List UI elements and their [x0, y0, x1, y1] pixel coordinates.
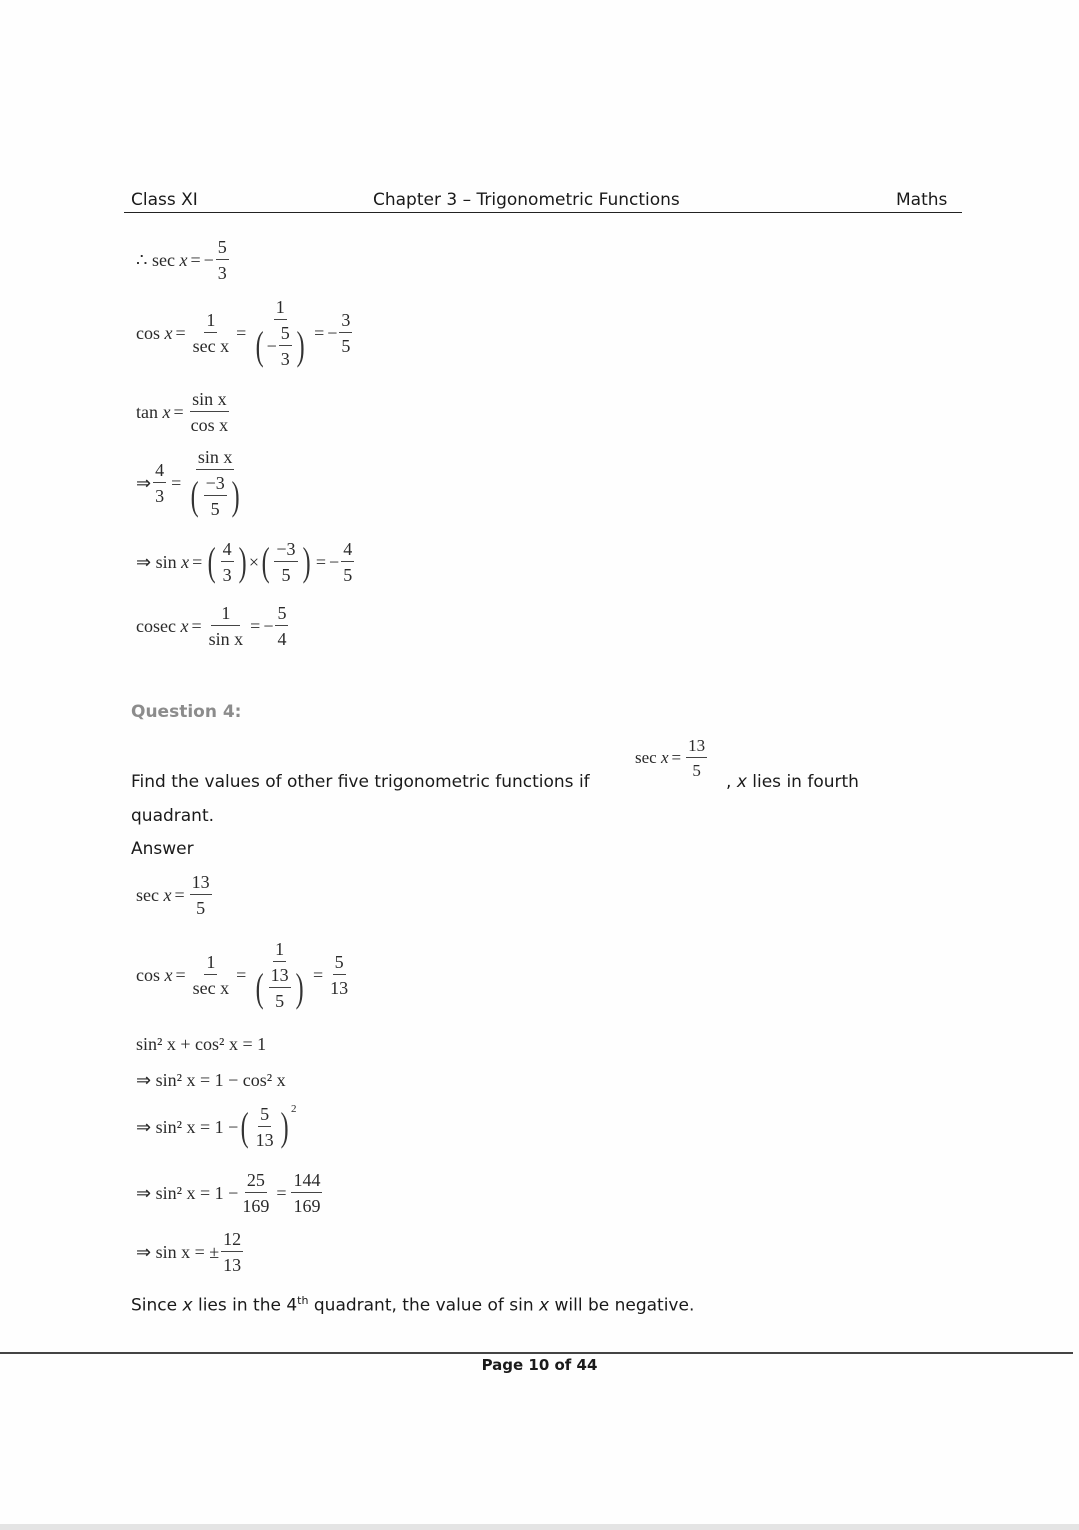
numerator: 144	[291, 1171, 322, 1193]
denominator: 13	[223, 1255, 242, 1275]
denominator: 5	[196, 898, 206, 918]
math-step2	[136, 1105, 296, 1149]
math-step4	[136, 1230, 245, 1274]
fraction	[275, 604, 288, 648]
denominator: sec x	[192, 978, 230, 998]
denominator: sec x	[192, 336, 230, 356]
math-cos-line-q4: cos x = $\frac{1}{\text{sec x}}$ = 1 ( $\frac{13}{5}$ ) = $\frac{5}{13}$	[136, 939, 349, 1011]
numerator: 13	[190, 873, 212, 895]
math-var: x	[181, 551, 190, 572]
numerator: 1	[273, 940, 286, 962]
math-tan-line	[136, 390, 232, 434]
math-op: =	[173, 401, 184, 422]
numerator: −3	[204, 474, 227, 496]
fraction	[339, 311, 352, 355]
denominator: ( $\frac{13}{5}$ )	[255, 965, 304, 1011]
question-inline-math: sec x = $\frac{13}{5}$	[635, 736, 706, 780]
math-op: =	[314, 322, 325, 343]
fraction	[190, 873, 212, 917]
math-text: cos	[136, 322, 160, 343]
question-text-line2: quadrant.	[131, 806, 215, 826]
times-icon: ×	[248, 551, 260, 572]
implies-icon: ⇒	[136, 472, 152, 493]
denominator: ( $\frac{-3}{5}$ )	[190, 473, 240, 519]
math-text: sin² x = 1 −	[155, 1182, 239, 1203]
fraction	[191, 953, 231, 997]
math-var: x	[164, 322, 173, 343]
math-text: ∴ sec	[136, 249, 175, 270]
fraction	[189, 390, 231, 434]
denominator: 5	[281, 565, 291, 585]
denominator: 3	[280, 349, 290, 369]
math-op: =	[190, 249, 201, 270]
denominator: 5	[341, 336, 351, 356]
math-text: sin	[155, 551, 177, 572]
fraction	[207, 604, 246, 648]
paren-group: ( $\frac{-3}{5}$ )	[261, 539, 311, 585]
math-op: =	[236, 322, 247, 343]
header-class: Class XI	[131, 190, 198, 210]
math-var: x	[539, 1295, 550, 1316]
numerator: 4	[153, 461, 166, 483]
math-var: x	[164, 964, 173, 985]
header-chapter-title: Chapter 3 – Trigonometric Functions	[373, 190, 680, 210]
math-sec-line	[136, 238, 231, 282]
question-title: Question 4:	[131, 702, 242, 722]
math-tan-sub-line	[136, 448, 246, 518]
implies-icon: ⇒	[136, 551, 152, 572]
math-sign: −	[266, 336, 277, 356]
fraction	[251, 298, 309, 368]
header-subject: Maths	[896, 190, 948, 210]
math-var: x	[163, 884, 172, 905]
denominator: 3	[155, 486, 165, 506]
page-number: Page 10 of 44	[481, 1356, 598, 1374]
math-text: sin² x = 1 −	[155, 1116, 239, 1137]
denominator: cos x	[190, 415, 229, 435]
numerator: −3	[274, 540, 297, 562]
page-bottom-edge	[0, 1524, 1079, 1530]
numerator: 1	[204, 311, 217, 333]
denominator: 5	[275, 991, 285, 1011]
fraction	[291, 1171, 322, 1215]
paren-group: ( − $\frac{5}{3}$ )	[255, 323, 305, 369]
implies-icon: ⇒	[136, 1241, 152, 1262]
numerator: 5	[258, 1105, 271, 1127]
question-text-after: lies in fourth	[752, 772, 859, 792]
numerator: 4	[341, 540, 354, 562]
superscript: th	[297, 1294, 309, 1307]
fraction	[341, 540, 354, 584]
math-var: x	[162, 401, 171, 422]
question-text-tail	[726, 772, 859, 792]
numerator: 5	[216, 238, 229, 260]
text-fragment: will be negative.	[554, 1295, 695, 1316]
math-sin-line: ⇒ sin x = ( $\frac{4}{3}$ ) × ( $\frac{-3}{5}$ ) = − $\frac{4}{5}$	[136, 539, 353, 585]
math-sign: −	[203, 249, 214, 270]
fraction	[186, 448, 244, 518]
denominator	[251, 320, 309, 368]
exponent: 2	[290, 1103, 297, 1115]
numerator: 1	[211, 604, 240, 626]
math-text: tan	[136, 401, 158, 422]
text-fragment: quadrant, the value of sin	[313, 1295, 534, 1316]
math-sec-line-q4: sec x = $\frac{13}{5}$	[136, 872, 210, 918]
numerator: 4	[221, 540, 234, 562]
math-text: cos	[136, 964, 160, 985]
numerator: 5	[279, 324, 292, 346]
denominator: 3	[217, 263, 227, 283]
text-fragment: Since	[131, 1295, 178, 1316]
denominator: 13	[255, 1130, 274, 1150]
math-sign: −	[329, 551, 340, 572]
numerator: sin x	[196, 448, 235, 470]
math-text: sec	[136, 884, 159, 905]
numerator: 13	[686, 737, 707, 758]
math-var: x	[179, 249, 188, 270]
math-sign: −	[327, 322, 338, 343]
denominator: 5	[343, 565, 353, 585]
header-divider	[124, 212, 962, 213]
fraction	[153, 461, 166, 505]
numerator: 12	[221, 1230, 243, 1252]
fraction	[251, 940, 308, 1010]
denominator: 5	[210, 499, 220, 519]
fraction	[686, 737, 707, 779]
footer-divider	[0, 1352, 1073, 1354]
numerator: 1	[204, 953, 217, 975]
denominator: 5	[692, 761, 701, 780]
text-fragment: lies in the 4	[197, 1295, 298, 1316]
numerator: 13	[269, 966, 291, 988]
math-op: =	[175, 322, 186, 343]
numerator: 5	[275, 604, 288, 626]
implies-icon: ⇒	[136, 1116, 152, 1137]
fraction	[216, 238, 229, 282]
numerator: 25	[245, 1171, 267, 1193]
denominator: 3	[222, 565, 232, 585]
implies-icon: ⇒	[136, 1182, 152, 1203]
fraction	[328, 953, 350, 997]
paren-group: ( $\frac{5}{13}$ )	[240, 1104, 289, 1150]
denominator: sin x	[208, 629, 244, 649]
math-step3: ⇒ sin² x = 1 − $\frac{25}{169}$ = $\frac{144}{169}$	[136, 1170, 321, 1216]
paren-group: ( $\frac{4}{3}$ )	[207, 539, 247, 585]
math-sign: −	[263, 615, 274, 636]
answer-label: Answer	[131, 839, 194, 859]
math-text: sin x = ±	[155, 1241, 220, 1262]
math-var: x	[736, 772, 747, 792]
math-var: x	[660, 748, 669, 767]
math-cos-line	[136, 298, 354, 368]
math-var: x	[180, 615, 189, 636]
math-var: x	[182, 1295, 193, 1316]
denominator: 169	[293, 1196, 321, 1216]
denominator: 4	[277, 629, 287, 649]
numerator: 1	[274, 298, 287, 320]
numerator: sin x	[190, 390, 229, 412]
math-cosec-line: cosec x = $\frac{1}{\text{sin x}}$ = − $\frac{5}{4}$	[136, 603, 287, 649]
denominator: 13	[330, 978, 349, 998]
numerator: 3	[339, 311, 352, 333]
math-identity: sin² x + cos² x = 1	[136, 1034, 267, 1054]
fraction	[221, 1230, 243, 1274]
math-op: =	[171, 472, 182, 493]
math-step1: ⇒ sin² x = 1 − cos² x	[136, 1070, 286, 1090]
question-text-line1: Find the values of other five trigonometric functions if	[131, 772, 590, 792]
denominator: 169	[242, 1196, 270, 1216]
math-text: sec	[635, 748, 657, 767]
conclusion-text	[131, 1294, 694, 1316]
comma: ,	[726, 772, 732, 792]
math-text: cosec	[136, 615, 176, 636]
fraction	[191, 311, 231, 355]
fraction	[240, 1171, 271, 1215]
numerator: 5	[333, 953, 346, 975]
